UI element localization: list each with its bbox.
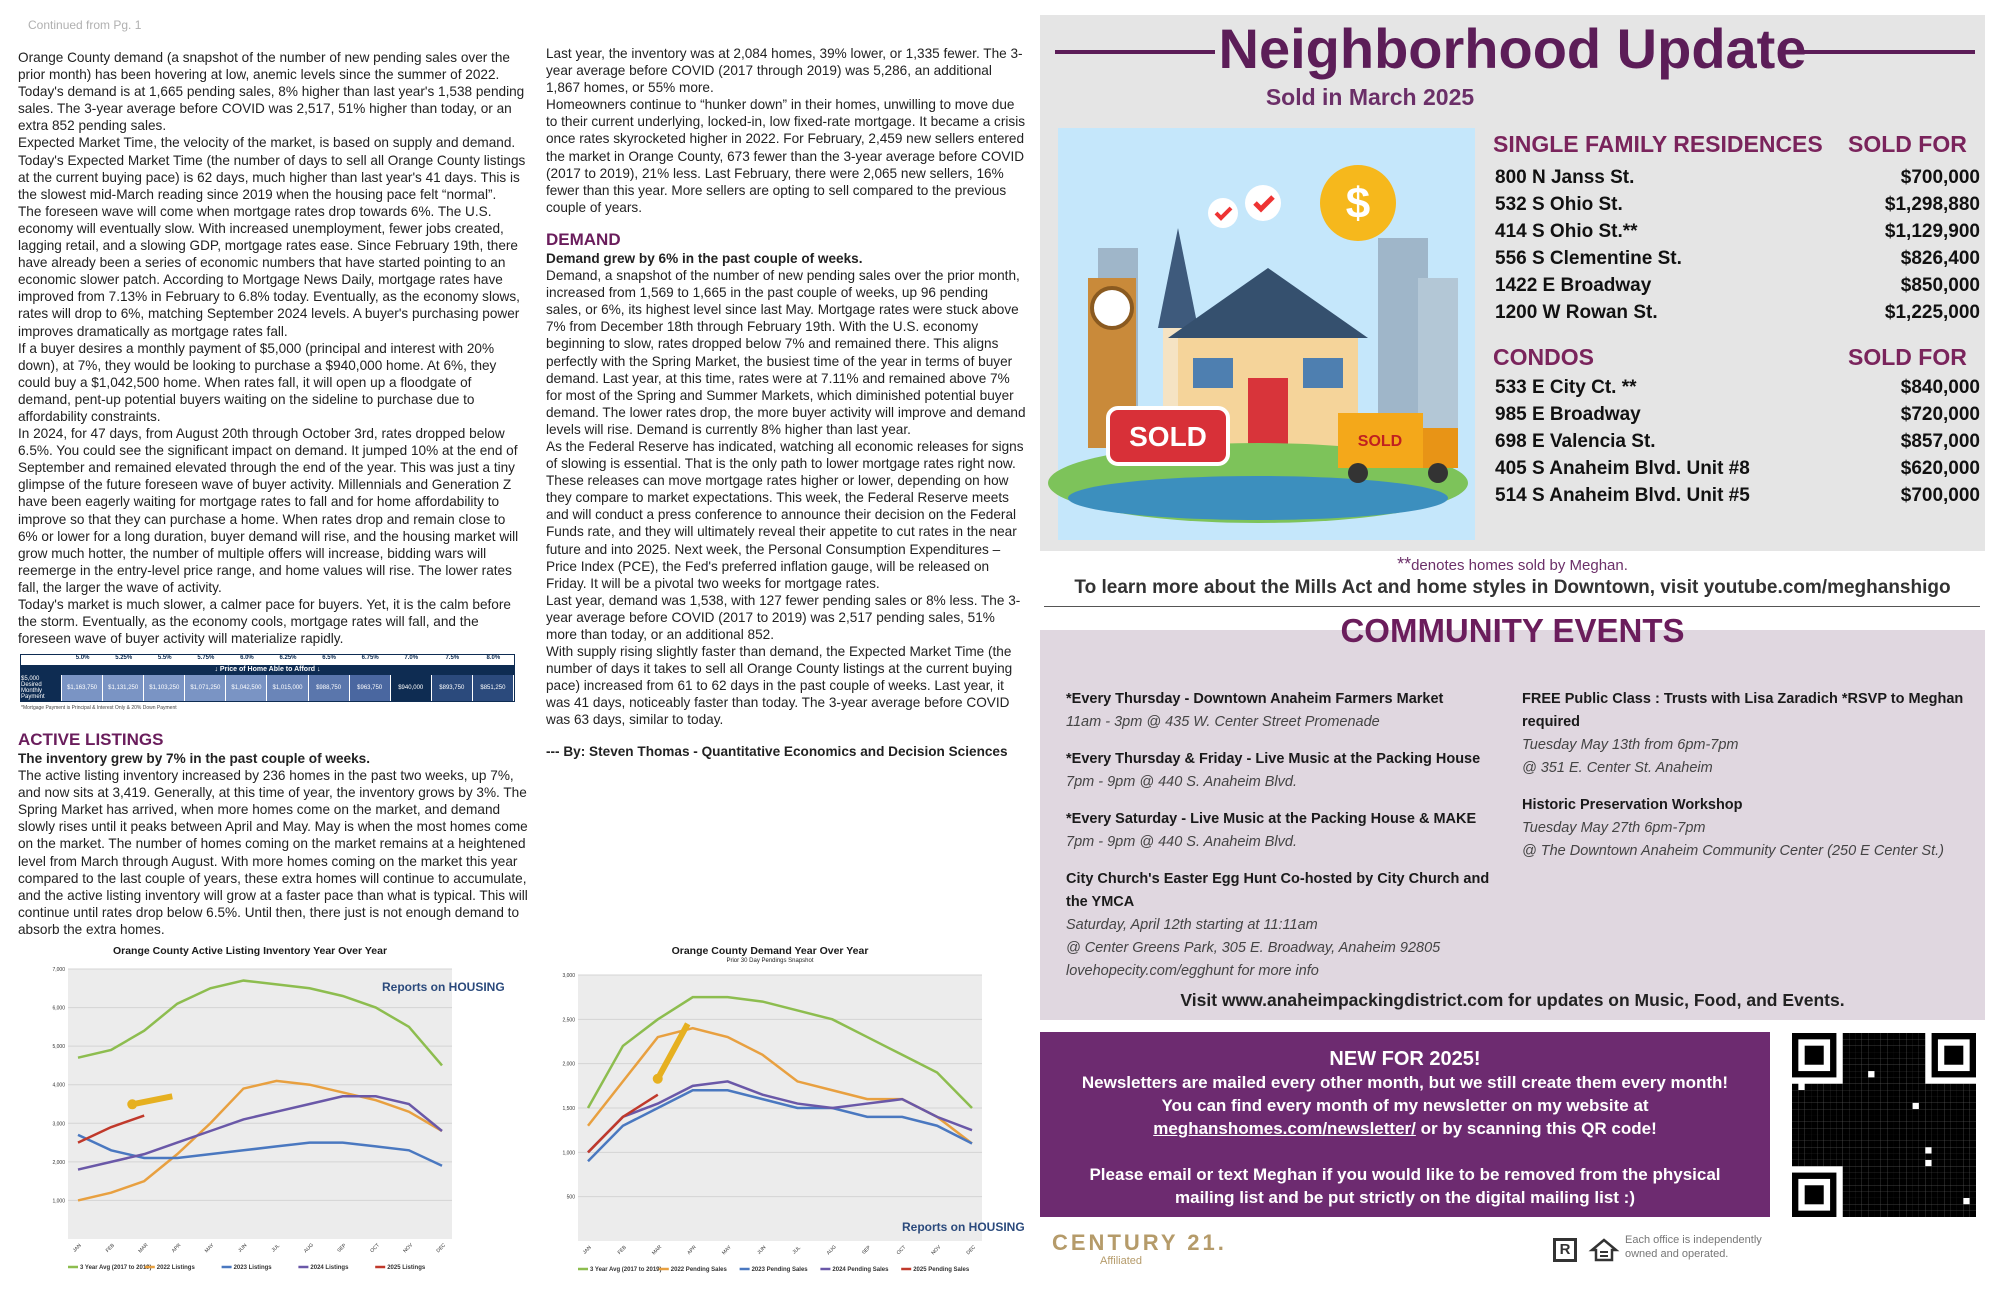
event-item bbox=[1522, 688, 1977, 780]
event-detail: 7pm - 9pm @ 440 S. Anaheim Blvd. bbox=[1066, 774, 1297, 790]
property-row bbox=[1495, 455, 1980, 482]
legend-label: 2022 Listings bbox=[156, 1265, 195, 1271]
chart-title: Orange County Demand Year Over Year bbox=[671, 945, 869, 957]
event-title: Historic Preservation Workshop bbox=[1522, 797, 1743, 813]
property-row bbox=[1495, 482, 1980, 509]
x-tick-label: NOV bbox=[930, 1244, 943, 1257]
legend-label: 2022 Pending Sales bbox=[670, 1267, 727, 1273]
col1-paragraph: Today's market is much slower, a calmer pace for buyers. Yet, it is the calm before the storm. Eventually, as the economy cools, mortgage rates will fall, and the foreseen wave of buyer activity will materialize rapidly. bbox=[18, 597, 511, 647]
row-label: $5,000 Desired Monthly Payment bbox=[21, 675, 62, 701]
price-cell: $1,015,000 bbox=[267, 675, 308, 701]
x-tick-label: MAR bbox=[137, 1242, 150, 1255]
newsletter-line-2: You can find every month of my newsletter on my website at bbox=[1161, 1096, 1649, 1115]
rate-cell: 7.5% bbox=[445, 655, 460, 661]
y-tick-label: 1,000 bbox=[52, 1198, 65, 1205]
active-listings-section bbox=[18, 716, 528, 938]
x-tick-label: JUN bbox=[237, 1242, 249, 1254]
sfr-list bbox=[1495, 164, 1980, 326]
sold-for-heading: SOLD FOR bbox=[1848, 131, 1967, 157]
house-image bbox=[1058, 128, 1475, 540]
property-price: $1,225,000 bbox=[1884, 302, 1980, 323]
rate-cell: 6.0% bbox=[240, 655, 254, 661]
condo-list bbox=[1495, 374, 1980, 509]
event-item bbox=[1066, 748, 1506, 794]
property-price: $620,000 bbox=[1900, 458, 1980, 479]
page-title: Neighborhood Update bbox=[1218, 17, 1807, 80]
newsletter-link[interactable]: meghanshomes.com/newsletter/ bbox=[1153, 1119, 1416, 1138]
brand-logo: CENTURY 21. bbox=[1052, 1230, 1227, 1255]
property-row bbox=[1495, 218, 1980, 245]
event-title: FREE Public Class : Trusts with Lisa Zaradich *RSVP to Meghan required bbox=[1522, 691, 1964, 730]
property-price: $826,400 bbox=[1900, 248, 1980, 269]
event-title: *Every Saturday - Live Music at the Packing House & MAKE bbox=[1066, 811, 1477, 827]
x-tick-label: JUL bbox=[791, 1245, 803, 1256]
article-column-1 bbox=[18, 49, 528, 647]
x-tick-label: DEC bbox=[965, 1244, 978, 1257]
reports-on-housing-logo: Reports on HOUSING bbox=[382, 980, 505, 994]
col1-paragraph: If a buyer desires a monthly payment of $5,000 (principal and interest with 20% down), at 7%, they would be looking to purchase a $940,000 home. At 6%, they could buy a $1,042,500 home. When rates fall, it will open up a floodgate of demand, pent-up potential buyers waiting on the sideline to purchase due to affordability constraints. bbox=[18, 340, 497, 424]
chart-subtitle: Prior 30 Day Pendings Snapshot bbox=[726, 958, 814, 964]
event-item bbox=[1066, 688, 1506, 734]
mills-act-note: To learn more about the Mills Act and home styles in Downtown, visit youtube.com/meghanshigo bbox=[1074, 577, 1951, 598]
y-tick-label: 2,000 bbox=[562, 1061, 575, 1068]
event-detail: @ The Downtown Anaheim Community Center (250 E Center St.) bbox=[1522, 843, 1944, 859]
property-address: 533 E City Ct. ** bbox=[1495, 377, 1637, 398]
x-tick-label: JAN bbox=[71, 1242, 83, 1254]
sfr-heading: SINGLE FAMILY RESIDENCES bbox=[1493, 131, 1823, 157]
event-item bbox=[1066, 808, 1506, 854]
newsletter-line-5: mailing list and be put strictly on the digital mailing list :) bbox=[1175, 1188, 1635, 1207]
event-item bbox=[1066, 868, 1506, 983]
legend-label: 2024 Listings bbox=[310, 1265, 349, 1271]
price-afford-label: ↓ Price of Home Able to Afford ↓ bbox=[21, 665, 514, 675]
price-cell: $1,163,750 bbox=[62, 675, 103, 701]
y-tick-label: 2,500 bbox=[562, 1017, 575, 1024]
newsletter-line-4: Please email or text Meghan if you would like to be removed from the physical bbox=[1089, 1165, 1721, 1184]
x-tick-label: JAN bbox=[581, 1244, 593, 1256]
y-tick-label: 500 bbox=[566, 1194, 575, 1201]
demand-paragraph: Last year, demand was 1,538, with 127 fewer pending sales or 8% less. The 3-year average before COVID (2017 to 2019) was 2,517 pending sales, 51% more than today, or an additional 852. bbox=[546, 592, 1021, 642]
event-detail: Saturday, April 12th starting at 11:11am bbox=[1066, 917, 1318, 933]
x-tick-label: FEB bbox=[104, 1242, 116, 1254]
event-detail: lovehopecity.com/egghunt for more info bbox=[1066, 963, 1319, 979]
sold-for-heading-condos: SOLD FOR bbox=[1848, 344, 1967, 370]
col2-paragraph: Homeowners continue to “hunker down” in their homes, unwilling to move due to their current underlying, locked-in, low fixed-rate mortgage. It became a crisis once rates skyrocketed higher in 2022. For February, 2,459 new sellers entered the market in Orange County, 673 fewer than the 3-year average before COVID (2017 to 2019), 21% less. Last February, there were 2,065 new sellers, 16% fewer than this year. More sellers are opting to sell compared to the previous couple of years. bbox=[546, 97, 1026, 215]
x-tick-label: JUN bbox=[756, 1244, 768, 1256]
event-detail: 7pm - 9pm @ 440 S. Anaheim Blvd. bbox=[1066, 834, 1297, 850]
property-address: 985 E Broadway bbox=[1495, 404, 1641, 425]
x-tick-label: MAY bbox=[721, 1244, 733, 1257]
demand-chart bbox=[550, 945, 1025, 1280]
price-cell: $1,042,500 bbox=[226, 675, 267, 701]
brand-affiliated: Affiliated bbox=[1100, 1255, 1142, 1267]
property-row bbox=[1495, 272, 1980, 299]
property-row bbox=[1495, 245, 1980, 272]
demand-paragraph: With supply rising slightly faster than demand, the Expected Market Time (the number of days it takes to sell all Orange County listings at the current buying pace) increased from 61 to 62 days in the past couple of weeks. Last year, it was 41 days, noticeably faster than today. The 3-year average before COVID was 63 days, similar to today. bbox=[546, 644, 1013, 728]
property-row bbox=[1495, 299, 1980, 326]
demand-paragraph: Demand, a snapshot of the number of new pending sales over the prior month, increased from 1,569 to 1,665 in the past couple of weeks, up 96 pending sales, or 6%, its highest level since last May. Mortgage rates were stuck above 7% from December 18th through February 19th. With the U.S. economy beginning to slow, rates dropped below 7% and remained there. This aligns perfectly with the Spring Market, the busiest time of the year in terms of buyer demand. Last year, at this time, rates were at 7.11% and remained above 7% for most of the Spring and Summer Markets, which diminished potential buyer demand. The lower rates drop, the more buyer activity will improve and demand levels will rise. Demand is currently 8% higher than last year. bbox=[546, 268, 1026, 437]
y-tick-label: 1,500 bbox=[562, 1106, 575, 1112]
legend-label: 2023 Pending Sales bbox=[751, 1267, 808, 1273]
events-heading: COMMUNITY EVENTS bbox=[1340, 612, 1685, 649]
qr-code[interactable] bbox=[1792, 1033, 1976, 1217]
x-tick-label: AUG bbox=[302, 1242, 315, 1255]
continued-label: Continued from Pg. 1 bbox=[28, 18, 142, 32]
x-tick-label: AUG bbox=[825, 1244, 838, 1257]
property-row bbox=[1495, 164, 1980, 191]
x-tick-label: APR bbox=[686, 1244, 698, 1257]
page-subtitle: Sold in March 2025 bbox=[1265, 84, 1475, 110]
demand-paragraph: As the Federal Reserve has indicated, watching all economic releases for signs of slowing is essential. That is the only path to lower mortgage rates right now. These releases can move mortgage rates higher or lower, depending on how they compare to market expectations. This week, the Federal Reserve meets and will conduct a press conference to announce their decision on the Federal Funds rate, and they will ultimately reveal their appetite to cut rates in the near future and into 2025. Next week, the Personal Consumption Expenditures – Price Index (PCE), the Fed's preferred inflation gauge, will be released on Friday. It will be a pivotal two weeks for mortgage rates. bbox=[546, 438, 1024, 591]
event-item bbox=[1522, 794, 1977, 863]
y-tick-label: 4,000 bbox=[52, 1082, 65, 1089]
col2-paragraph: Last year, the inventory was at 2,084 homes, 39% lower, or 1,335 fewer. The 3-year average before COVID (2017 through 2019) was 5,286, an additional 1,867 homes, or 55% more. bbox=[546, 46, 1023, 96]
legend-label: 2025 Pending Sales bbox=[913, 1267, 970, 1273]
property-price: $840,000 bbox=[1900, 377, 1980, 398]
demand-chart-svg bbox=[550, 967, 1025, 1277]
annotation-arrow-head bbox=[127, 1099, 137, 1109]
legend-label: 2023 Listings bbox=[233, 1265, 272, 1271]
property-row bbox=[1495, 374, 1980, 401]
independent-note: Each office is independently owned and operated. bbox=[1625, 1234, 1762, 1260]
y-tick-label: 3,000 bbox=[562, 973, 575, 979]
x-tick-label: DEC bbox=[435, 1242, 448, 1255]
newsletter-line-3: meghanshomes.com/newsletter/ or by scanning this QR code! bbox=[1153, 1119, 1657, 1138]
property-price: $1,298,880 bbox=[1884, 194, 1980, 215]
y-tick-label: 2,000 bbox=[52, 1159, 65, 1166]
property-price: $700,000 bbox=[1900, 485, 1980, 506]
newsletter-title: NEW FOR 2025! bbox=[1329, 1048, 1481, 1070]
x-tick-label: JUL bbox=[270, 1243, 282, 1254]
active-listings-subhead: The inventory grew by 7% in the past couple of weeks. bbox=[18, 751, 371, 766]
events-left-column bbox=[1066, 688, 1506, 997]
rate-cell: 5.5% bbox=[157, 655, 172, 661]
price-cell: $1,103,250 bbox=[144, 675, 185, 701]
y-tick-label: 6,000 bbox=[52, 1005, 65, 1012]
events-right-column bbox=[1522, 688, 1977, 877]
rate-header-row bbox=[21, 655, 514, 665]
property-address: 405 S Anaheim Blvd. Unit #8 bbox=[1495, 458, 1750, 479]
event-detail: @ 351 E. Center St. Anaheim bbox=[1522, 760, 1713, 776]
price-row bbox=[21, 675, 514, 701]
newsletter-line-1: Newsletters are mailed every other month, but we still create them every month! bbox=[1081, 1073, 1729, 1092]
rate-cell: 5.0% bbox=[75, 655, 90, 661]
legend-label: 2024 Pending Sales bbox=[832, 1267, 889, 1273]
stars-note: **denotes homes sold by Meghan. bbox=[1397, 554, 1628, 574]
y-tick-label: 3,000 bbox=[52, 1121, 65, 1128]
property-address: 514 S Anaheim Blvd. Unit #5 bbox=[1495, 485, 1750, 506]
x-tick-label: OCT bbox=[895, 1244, 908, 1257]
price-cell: $893,750 bbox=[432, 675, 473, 701]
newsletter-box bbox=[1040, 1032, 1770, 1217]
property-price: $720,000 bbox=[1900, 404, 1980, 425]
x-tick-label: SEP bbox=[860, 1244, 873, 1256]
property-address: 556 S Clementine St. bbox=[1495, 248, 1682, 269]
y-tick-label: 7,000 bbox=[52, 967, 65, 973]
y-tick-label: 1,000 bbox=[562, 1150, 575, 1157]
event-title: *Every Thursday - Downtown Anaheim Farmers Market bbox=[1066, 691, 1444, 707]
svg-text:$: $ bbox=[1345, 179, 1371, 228]
reports-on-housing-logo: Reports on HOUSING bbox=[902, 1220, 1025, 1234]
property-price: $1,129,900 bbox=[1884, 221, 1980, 242]
y-tick-label: 5,000 bbox=[52, 1044, 65, 1051]
property-price: $850,000 bbox=[1900, 275, 1980, 296]
rate-cell: 5.75% bbox=[197, 655, 215, 661]
price-cell: $1,071,250 bbox=[185, 675, 226, 701]
article-column-2 bbox=[546, 45, 1026, 760]
equal-housing-icon bbox=[1590, 1238, 1618, 1262]
price-cell: $940,000 bbox=[391, 675, 432, 701]
property-address: 1200 W Rowan St. bbox=[1495, 302, 1658, 323]
rate-cell: 6.25% bbox=[279, 655, 297, 661]
legend-label: 2025 Listings bbox=[387, 1265, 426, 1271]
property-row bbox=[1495, 428, 1980, 455]
chart-title: Orange County Active Listing Inventory Year Over Year bbox=[112, 945, 388, 957]
x-tick-label: NOV bbox=[402, 1242, 415, 1255]
svg-text:SOLD: SOLD bbox=[1129, 421, 1207, 452]
rate-cell: 5.25% bbox=[115, 655, 133, 661]
col1-paragraph: In 2024, for 47 days, from August 20th through October 3rd, rates dropped below 6.5%. You could see the significant impact on demand. It jumped 10% at the end of September and remained elevated through the end of the year. This was just a tiny glimpse of the future foreseen wave of buyer activity. Millennials and Generation Z have been eagerly waiting for mortgage rates to fall and for home affordability to improve so that they can purchase a home. When rates drop and remain close to 6% or lower for a long duration, buyer demand will rise, and the housing market will grow much hotter, the number of multiple offers will increase, bidding wars will reemerge in the entry-level price range, and home values will rise. The lower rates fall, the larger the wave of activity. bbox=[18, 426, 519, 595]
x-tick-label: FEB bbox=[616, 1244, 628, 1256]
price-cell: $963,750 bbox=[350, 675, 391, 701]
price-cell: $988,750 bbox=[309, 675, 350, 701]
demand-subhead: Demand grew by 6% in the past couple of weeks. bbox=[546, 250, 863, 266]
condos-heading: CONDOS bbox=[1493, 344, 1594, 370]
inventory-chart bbox=[40, 945, 505, 1275]
x-tick-label: MAY bbox=[203, 1242, 216, 1255]
x-tick-label: APR bbox=[170, 1242, 183, 1255]
property-address: 800 N Janss St. bbox=[1495, 167, 1635, 188]
inventory-chart-svg bbox=[40, 961, 505, 1275]
x-tick-label: SEP bbox=[336, 1242, 348, 1254]
rate-cell: 6.5% bbox=[322, 655, 336, 661]
col1-paragraph: The foreseen wave will come when mortgage rates drop towards 6%. The U.S. economy will eventually slow. With increased unemployment, fewer jobs created, lagging retail, and a slowing GDP, mortgage rates ease. Since February 19th, there have already been a series of economic numbers that have started pointing to an economic slower patch. According to Mortgage News Daily, mortgage rates have improved from 7.13% in February to 6.8% today. Eventually, as the economy slows, rates will drop to 6%, matching September 2024 levels. A buyer's purchasing power improves dramatically as mortgage rates fall. bbox=[18, 203, 520, 339]
property-price: $700,000 bbox=[1900, 167, 1980, 188]
property-address: 1422 E Broadway bbox=[1495, 275, 1652, 296]
visit-link-note: Visit www.anaheimpackingdistrict.com for updates on Music, Food, and Events. bbox=[1180, 990, 1845, 1010]
rate-cell: 7.0% bbox=[404, 655, 419, 661]
realtor-icon: R bbox=[1553, 1238, 1577, 1262]
property-address: 698 E Valencia St. bbox=[1495, 431, 1656, 452]
property-address: 414 S Ohio St.** bbox=[1495, 221, 1638, 242]
byline: --- By: Steven Thomas - Quantitative Economics and Decision Sciences bbox=[546, 743, 1008, 759]
plot-area bbox=[68, 969, 452, 1239]
property-row bbox=[1495, 401, 1980, 428]
col1-paragraph: Orange County demand (a snapshot of the number of new pending sales over the prior month) has been hovering at low, anemic levels since the summer of 2022. Today's demand is at 1,665 pending sales, 8% higher than last year's 1,538 pending sales. The 3-year average before COVID was 2,517, 51% higher than today, or an extra 852 pending sales. bbox=[18, 50, 525, 134]
divider bbox=[1044, 606, 1980, 607]
event-detail: @ Center Greens Park, 305 E. Broadway, Anaheim 92805 bbox=[1066, 940, 1441, 956]
annotation-arrow-head bbox=[653, 1074, 663, 1084]
rate-cell: 6.75% bbox=[361, 655, 379, 661]
house-illustration bbox=[1058, 128, 1475, 540]
price-cell: $851,250 bbox=[473, 675, 514, 701]
rate-cell: 8.0% bbox=[486, 655, 501, 661]
legend-label: 3 Year Avg (2017 to 2019) bbox=[80, 1265, 152, 1271]
property-price: $857,000 bbox=[1900, 431, 1980, 452]
legend-label: 3 Year Avg (2017 to 2019) bbox=[590, 1267, 662, 1273]
active-listings-para: The active listing inventory increased by 236 homes in the past two weeks, up 7%, and now sits at 3,419. Generally, at this time of year, the inventory grows by 3%. The Spring Market has arrived, when more homes come on the market, and demand slowly rises until it peaks between April and May. May is when the most homes come on the market. The number of homes coming on the market remains at a heightened level from March through August. With more homes coming on the market this year compared to the last couple of years, these extra homes will continue to accumulate, and the active listing inventory will grow at a faster pace than what is typical. This will continue until rates drop below 6.5%. Until then, there just is not enough demand to absorb the extra homes. bbox=[18, 768, 528, 937]
purchase-power-table bbox=[20, 654, 515, 711]
price-cell: $1,131,250 bbox=[103, 675, 144, 701]
property-address: 532 S Ohio St. bbox=[1495, 194, 1623, 215]
x-tick-label: OCT bbox=[369, 1242, 381, 1255]
event-detail: Tuesday May 13th from 6pm-7pm bbox=[1522, 737, 1739, 753]
property-row bbox=[1495, 191, 1980, 218]
x-tick-label: MAR bbox=[651, 1244, 664, 1257]
col1-paragraph: Expected Market Time, the velocity of the market, is based on supply and demand. Today's Expected Market Time (the number of days to sell all Orange County listings at the current buying pace) is 62 days, much higher than last year's 41 days. This is the slowest mid-March reading since 2019 when the housing pace felt “normal”. bbox=[18, 135, 526, 202]
demand-heading: DEMAND bbox=[546, 229, 621, 249]
event-detail: Tuesday May 27th 6pm-7pm bbox=[1522, 820, 1706, 836]
event-title: *Every Thursday & Friday - Live Music at the Packing House bbox=[1066, 751, 1481, 767]
svg-text:SOLD: SOLD bbox=[1357, 433, 1403, 450]
event-title: City Church's Easter Egg Hunt Co-hosted by City Church and the YMCA bbox=[1066, 871, 1490, 910]
table-footnote: *Mortgage Payment is Principal & Interest Only & 20% Down Payment bbox=[21, 705, 177, 711]
active-listings-heading: ACTIVE LISTINGS bbox=[18, 730, 164, 749]
event-detail: 11am - 3pm @ 435 W. Center Street Promenade bbox=[1066, 714, 1380, 730]
